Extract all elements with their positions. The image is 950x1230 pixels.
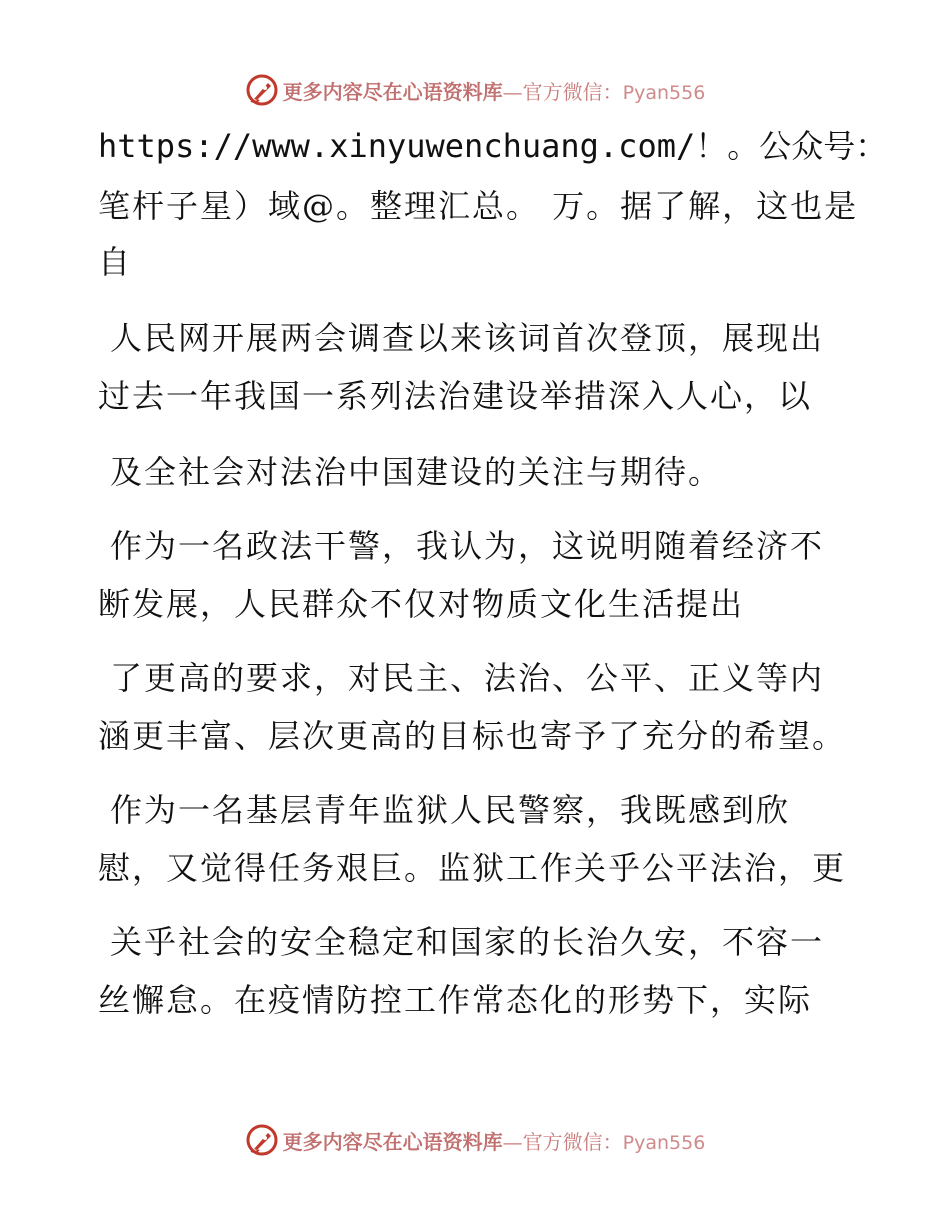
body-line: 涵更丰富、层次更高的目标也寄予了充分的希望。: [98, 717, 847, 755]
body-line: 作为一名政法干警，我认为，这说明随着经济不: [110, 527, 825, 565]
header-banner: [0, 70, 950, 110]
header-wechat-id: Pyan556: [622, 81, 706, 104]
body-line: https://www.xinyuwenchuang.com/！。公众号：: [98, 127, 888, 165]
header-brand: 更多内容尽在心语资料库: [282, 79, 503, 104]
body-line: 人民网开展两会调查以来该词首次登顶，展现出: [110, 319, 825, 357]
body-line: 断发展，人民群众不仅对物质文化生活提出: [98, 585, 745, 623]
header-separator: —: [502, 79, 523, 104]
footer-wechat-label: 官方微信：: [522, 1129, 623, 1154]
footer-text: [283, 1126, 706, 1155]
footer-banner: [0, 1120, 950, 1160]
footer-brand: 更多内容尽在心语资料库: [282, 1129, 503, 1154]
body-line: 笔杆子星）域@。整理汇总。 万。据了解，这也是: [98, 187, 859, 225]
body-line: 关乎社会的安全稳定和国家的长治久安，不容一: [110, 923, 825, 961]
body-line: 自: [98, 243, 133, 281]
header-wechat-label: 官方微信：: [522, 79, 623, 104]
body-line: 过去一年我国一系列法治建设举措深入人心，以: [98, 377, 813, 415]
body-line: 了更高的要求，对民主、法治、公平、正义等内: [110, 659, 825, 697]
body-line: 作为一名基层青年监狱人民警察，我既感到欣: [110, 791, 791, 829]
pen-nib-logo-icon: [245, 73, 279, 107]
header-text: [283, 76, 706, 105]
body-line: 丝懈怠。在疫情防控工作常态化的形势下，实际: [98, 981, 813, 1019]
body-line: 及全社会对法治中国建设的关注与期待。: [110, 453, 723, 491]
footer-separator: —: [502, 1129, 523, 1154]
footer-wechat-id: Pyan556: [622, 1131, 706, 1154]
pen-nib-logo-icon: [245, 1123, 279, 1157]
body-line: 慰，又觉得任务艰巨。监狱工作关乎公平法治，更: [98, 849, 847, 887]
